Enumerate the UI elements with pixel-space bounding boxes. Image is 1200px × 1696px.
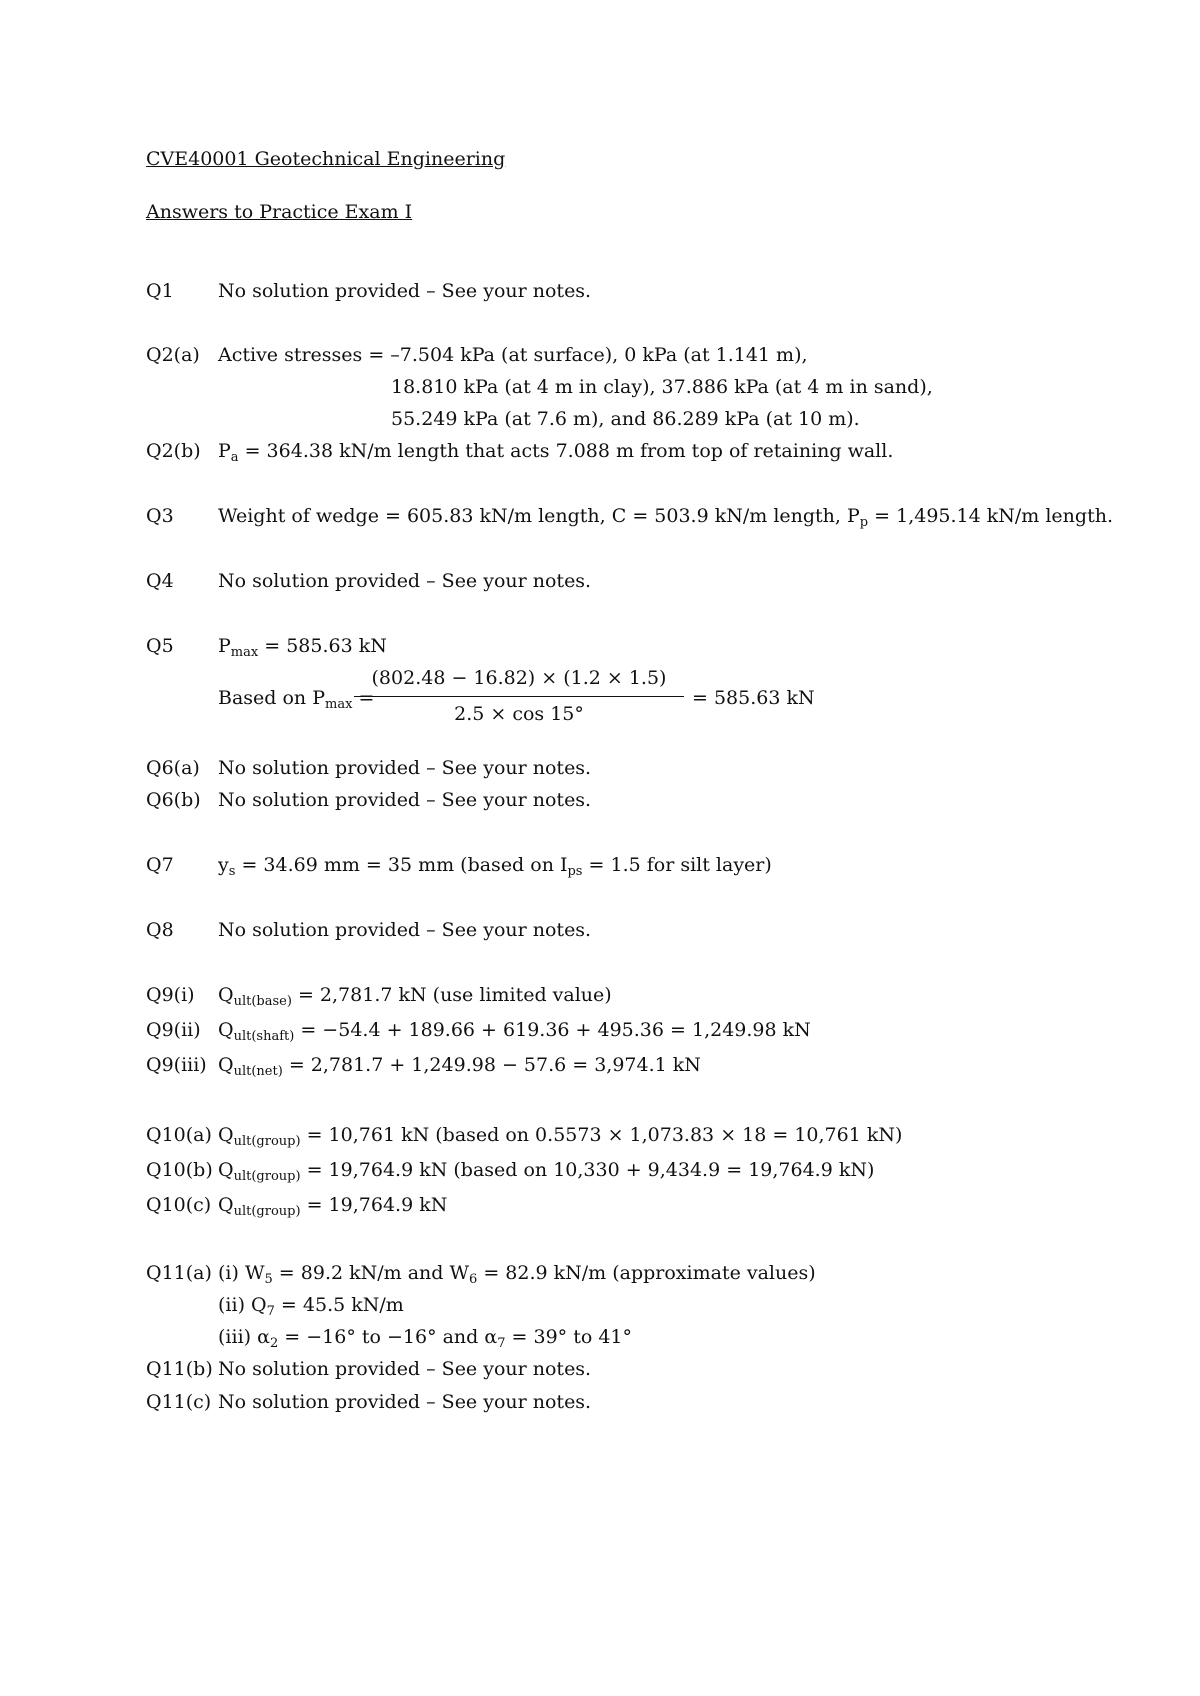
answer-text: $Q_{ult(group)} = 10,761$ kN (based on 0.5573 × 1,073.83 × 18 = 10,761 kN)	[218, 1124, 903, 1149]
answer-text: No solution provided – See your notes.	[218, 280, 592, 302]
question-label: Q11(b)	[146, 1358, 213, 1380]
answer-q2a-line3: 55.249 kPa (at 7.6 m), and 86.289 kPa (at 10 m).	[391, 408, 860, 430]
question-label: Q3	[146, 505, 174, 527]
formula-numerator: (802.48 − 16.82) × (1.2 × 1.5)	[371, 667, 667, 689]
question-label: Q6(a)	[146, 757, 200, 779]
question-label: Q1	[146, 280, 174, 302]
answer-text: $P_{max} = 585.63$ kN	[218, 635, 387, 660]
question-label: Q4	[146, 570, 174, 592]
question-label: Q2(b)	[146, 440, 201, 462]
document-subtitle: Answers to Practice Exam I	[146, 201, 413, 223]
question-label: Q10(a)	[146, 1124, 212, 1146]
question-label: Q8	[146, 919, 174, 941]
answer-text: (i) $W_5 = 89.2$ kN/m and $W_6 = 82.9$ kN/m (approximate values)	[218, 1262, 816, 1287]
answer-text: Weight of wedge = 605.83 kN/m length, C = 503.9 kN/m length, $P_p = 1,495.14$ kN/m length.	[218, 505, 1113, 530]
formula-result: = 585.63 kN	[692, 687, 815, 709]
answer-q2a-line2: 18.810 kPa (at 4 m in clay), 37.886 kPa (at 4 m in sand),	[391, 376, 933, 398]
question-label: Q10(c)	[146, 1194, 212, 1216]
answer-text: No solution provided – See your notes.	[218, 919, 592, 941]
question-label: Q7	[146, 854, 174, 876]
answer-text: $Q_{ult(net)} = 2,781.7 + 1,249.98 - 57.6 = 3,974.1$ kN	[218, 1054, 701, 1079]
answer-text: $Q_{ult(base)} = 2,781.7$ kN (use limited value)	[218, 984, 612, 1009]
answer-text: No solution provided – See your notes.	[218, 789, 592, 811]
fraction-bar	[354, 696, 684, 697]
question-label: Q9(iii)	[146, 1054, 207, 1076]
question-label: Q9(i)	[146, 984, 195, 1006]
answer-text: No solution provided – See your notes.	[218, 1391, 592, 1413]
formula-prefix: Based on $P_{max}$ =	[218, 687, 375, 712]
question-label: Q2(a)	[146, 344, 200, 366]
formula-denominator: 2.5 × cos 15°	[454, 703, 584, 725]
question-label: Q5	[146, 635, 174, 657]
question-label: Q10(b)	[146, 1159, 213, 1181]
answer-q5-formula	[146, 665, 1046, 735]
answer-text: (ii) $Q_7 = 45.5$ kN/m	[218, 1294, 404, 1319]
answer-text: (iii) $\alpha_2 = -16^\circ$ to −16° and $\alpha_7 = 39^\circ$ to 41°	[218, 1326, 632, 1351]
question-label: Q11(c)	[146, 1391, 212, 1413]
answer-text: No solution provided – See your notes.	[218, 570, 592, 592]
answer-text: $Q_{ult(group)} = 19,764.9$ kN	[218, 1194, 448, 1219]
answer-text: $Q_{ult(group)} = 19,764.9$ kN (based on 10,330 + 9,434.9 = 19,764.9 kN)	[218, 1159, 875, 1184]
question-label: Q9(ii)	[146, 1019, 201, 1041]
answer-text: $Q_{ult(shaft)} = -54.4 + 189.66 + 619.36 + 495.36 = 1,249.98$ kN	[218, 1019, 811, 1044]
answer-text: $P_a = 364.38$ kN/m length that acts 7.088 m from top of retaining wall.	[218, 440, 894, 465]
answer-text: No solution provided – See your notes.	[218, 1358, 592, 1380]
answer-text: $y_s = 34.69$ mm = 35 mm (based on $I_{ps} = 1.5$ for silt layer)	[218, 854, 772, 879]
question-label: Q6(b)	[146, 789, 201, 811]
document-title: CVE40001 Geotechnical Engineering	[146, 148, 506, 170]
answer-text: Active stresses = –7.504 kPa (at surface), 0 kPa (at 1.141 m),	[218, 344, 808, 366]
answer-text: No solution provided – See your notes.	[218, 757, 592, 779]
question-label: Q11(a)	[146, 1262, 212, 1284]
